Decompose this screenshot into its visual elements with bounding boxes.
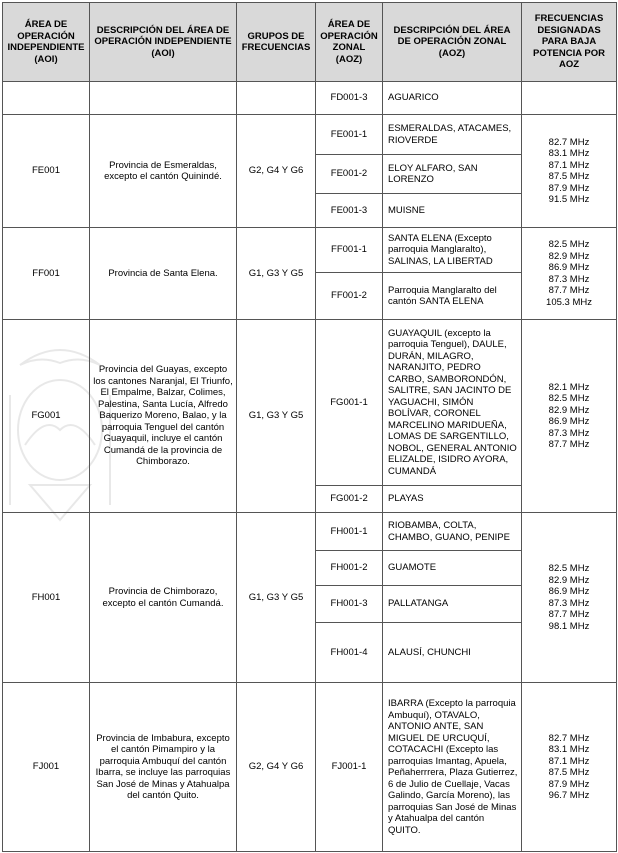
aoz-code: FG001-1	[316, 320, 383, 486]
frequency-groups: G1, G3 Y G5	[237, 228, 316, 320]
header-row	[3, 3, 617, 82]
frequency-groups: G1, G3 Y G5	[237, 513, 316, 683]
header-aoz: ÁREA DE OPERACIÓN ZONAL (AOZ)	[316, 3, 383, 82]
aoz-code: FJ001-1	[316, 683, 383, 852]
frequency-value: 82.5 MHz	[548, 239, 590, 250]
frequency-value: 82.7 MHz	[548, 732, 590, 744]
frequency-value: 82.5 MHz	[548, 393, 590, 404]
frequency-value: 87.1 MHz	[548, 159, 590, 171]
aoi-code: FH001	[3, 513, 90, 683]
frequency-groups: G2, G4 Y G6	[237, 683, 316, 852]
aoz-code: FD001-3	[316, 82, 383, 115]
aoi-description: Provincia de Chimborazo, excepto el cantón Cumandá.	[90, 513, 237, 683]
frequency-value: 82.1 MHz	[548, 381, 590, 393]
aoi-code: FF001	[3, 228, 90, 320]
table-row	[3, 115, 617, 155]
frequency-value: 86.9 MHz	[548, 586, 590, 597]
groups-cell	[237, 82, 316, 115]
frequency-value: 105.3 MHz	[546, 296, 592, 308]
frequency-value: 86.9 MHz	[548, 416, 590, 427]
header-frequency-groups: GRUPOS DE FRECUENCIAS	[237, 3, 316, 82]
frequency-value: 87.9 MHz	[548, 778, 590, 790]
header-aoi: ÁREA DE OPERACIÓN INDEPENDIENTE (AOI)	[3, 3, 90, 82]
aoz-description: ESMERALDAS, ATACAMES, RIOVERDE	[383, 115, 522, 155]
frequency-value: 96.7 MHz	[548, 790, 590, 801]
aoi-description: Provincia de Esmeraldas, excepto el cantón Quinindé.	[90, 115, 237, 228]
aoz-code: FE001-3	[316, 194, 383, 228]
frequency-value: 82.7 MHz	[548, 136, 590, 148]
aoz-code: FE001-2	[316, 155, 383, 194]
frequency-value: 83.1 MHz	[548, 148, 590, 159]
header-aoz-description: DESCRIPCIÓN DEL ÁREA DE OPERACIÓN ZONAL (AOZ)	[383, 3, 522, 82]
table-row	[3, 228, 617, 273]
frequency-value: 87.7 MHz	[548, 439, 590, 450]
aoz-description: AGUARICO	[383, 82, 522, 115]
frequency-value: 87.7 MHz	[548, 285, 590, 296]
frequency-value: 87.9 MHz	[548, 182, 590, 194]
frequency-value: 87.5 MHz	[548, 171, 590, 182]
aoz-description: MUISNE	[383, 194, 522, 228]
frequency-list	[522, 115, 617, 228]
frequency-value: 91.5 MHz	[548, 194, 590, 205]
aoi-description-cell	[90, 82, 237, 115]
aoz-description: PALLATANGA	[383, 586, 522, 623]
aoi-cell	[3, 82, 90, 115]
frequency-value: 87.1 MHz	[548, 755, 590, 767]
aoi-description: Provincia del Guayas, excepto los cantones Naranjal, El Triunfo, El Empalme, Balzar, Colimes, Palestina, Santa Lucía, Alfredo Baquerizo Moreno, Balao, y la parroquia Tenguel del cantón Guayaquil, incluye el cantón Cumandá de la provincia de Chimborazo.	[90, 320, 237, 513]
aoz-description: RIOBAMBA, COLTA, CHAMBO, GUANO, PENIPE	[383, 513, 522, 551]
frequency-list	[522, 683, 617, 852]
frequency-value: 82.9 MHz	[548, 250, 590, 262]
aoi-code: FJ001	[3, 683, 90, 852]
frequency-value: 87.7 MHz	[548, 609, 590, 620]
frequency-value: 87.3 MHz	[548, 597, 590, 609]
table-row	[3, 82, 617, 115]
frequency-value: 87.3 MHz	[548, 273, 590, 285]
aoi-description: Provincia de Imbabura, excepto el cantón Pimampiro y la parroquia Ambuquí del cantón Ibarra, se incluye las parroquias San José de Minas y Atahualpa del cantón Quito.	[90, 683, 237, 852]
frequency-groups: G1, G3 Y G5	[237, 320, 316, 513]
frequency-value: 87.5 MHz	[548, 767, 590, 778]
table-row	[3, 320, 617, 486]
aoi-code: FE001	[3, 115, 90, 228]
table-row	[3, 683, 617, 852]
frequencies-cell	[522, 82, 617, 115]
aoz-description: ELOY ALFARO, SAN LORENZO	[383, 155, 522, 194]
aoz-description: Parroquia Manglaralto del cantón SANTA ELENA	[383, 273, 522, 320]
aoz-description: GUAYAQUIL (excepto la parroquia Tenguel), DAULE, DURÁN, MILAGRO, NARANJITO, PEDRO CARBO, SAMBORONDÓN, SALITRE, SAN JACINTO DE YAGUACHI, SIMÓN BOLÍVAR, CORONEL MARCELINO MARIDUEÑA, LOMAS DE SARGENTILLO, NOBOL, GENERAL ANTONIO ELIZALDE, ISIDRO AYORA, CUMANDÁ	[383, 320, 522, 486]
frequency-value: 83.1 MHz	[548, 744, 590, 755]
aoz-code: FE001-1	[316, 115, 383, 155]
aoz-code: FG001-2	[316, 486, 383, 513]
frequency-value: 98.1 MHz	[548, 620, 590, 632]
frequency-value: 86.9 MHz	[548, 262, 590, 273]
aoz-description: ALAUSÍ, CHUNCHI	[383, 623, 522, 683]
table-row	[3, 513, 617, 551]
aoz-code: FH001-2	[316, 551, 383, 586]
frequency-value: 82.5 MHz	[548, 563, 590, 574]
aoz-code: FH001-1	[316, 513, 383, 551]
header-frequencies: FRECUENCIAS DESIGNADAS PARA BAJA POTENCIA POR AOZ	[522, 3, 617, 82]
frequency-list	[522, 320, 617, 513]
aoz-description: IBARRA (Excepto la parroquia Ambuquí), OTAVALO, ANTONIO ANTE, SAN MIGUEL DE URCUQUÍ, COTACACHI (Excepto las parroquias Imantag, Apuela, Peñaherrrera, Plaza Gutierrez, 6 de Julio de Cuellaje, Vacas Galindo, García Moreno), las parroquias San José de Minas y Atahualpa del cantón QUITO.	[383, 683, 522, 852]
aoz-description: GUAMOTE	[383, 551, 522, 586]
frequency-list	[522, 513, 617, 683]
frequency-value: 82.9 MHz	[548, 404, 590, 416]
aoz-code: FF001-1	[316, 228, 383, 273]
frequency-value: 87.3 MHz	[548, 427, 590, 439]
aoi-code: FG001	[3, 320, 90, 513]
aoz-code: FH001-4	[316, 623, 383, 683]
frequency-value: 82.9 MHz	[548, 574, 590, 586]
aoz-description: PLAYAS	[383, 486, 522, 513]
aoi-description: Provincia de Santa Elena.	[90, 228, 237, 320]
aoz-code: FH001-3	[316, 586, 383, 623]
header-aoi-description: DESCRIPCIÓN DEL ÁREA DE OPERACIÓN INDEPENDIENTE (AOI)	[90, 3, 237, 82]
frequency-table	[2, 2, 617, 852]
aoz-description: SANTA ELENA (Excepto parroquia Manglaralto), SALINAS, LA LIBERTAD	[383, 228, 522, 273]
aoz-code: FF001-2	[316, 273, 383, 320]
frequency-list	[522, 228, 617, 320]
frequency-groups: G2, G4 Y G6	[237, 115, 316, 228]
